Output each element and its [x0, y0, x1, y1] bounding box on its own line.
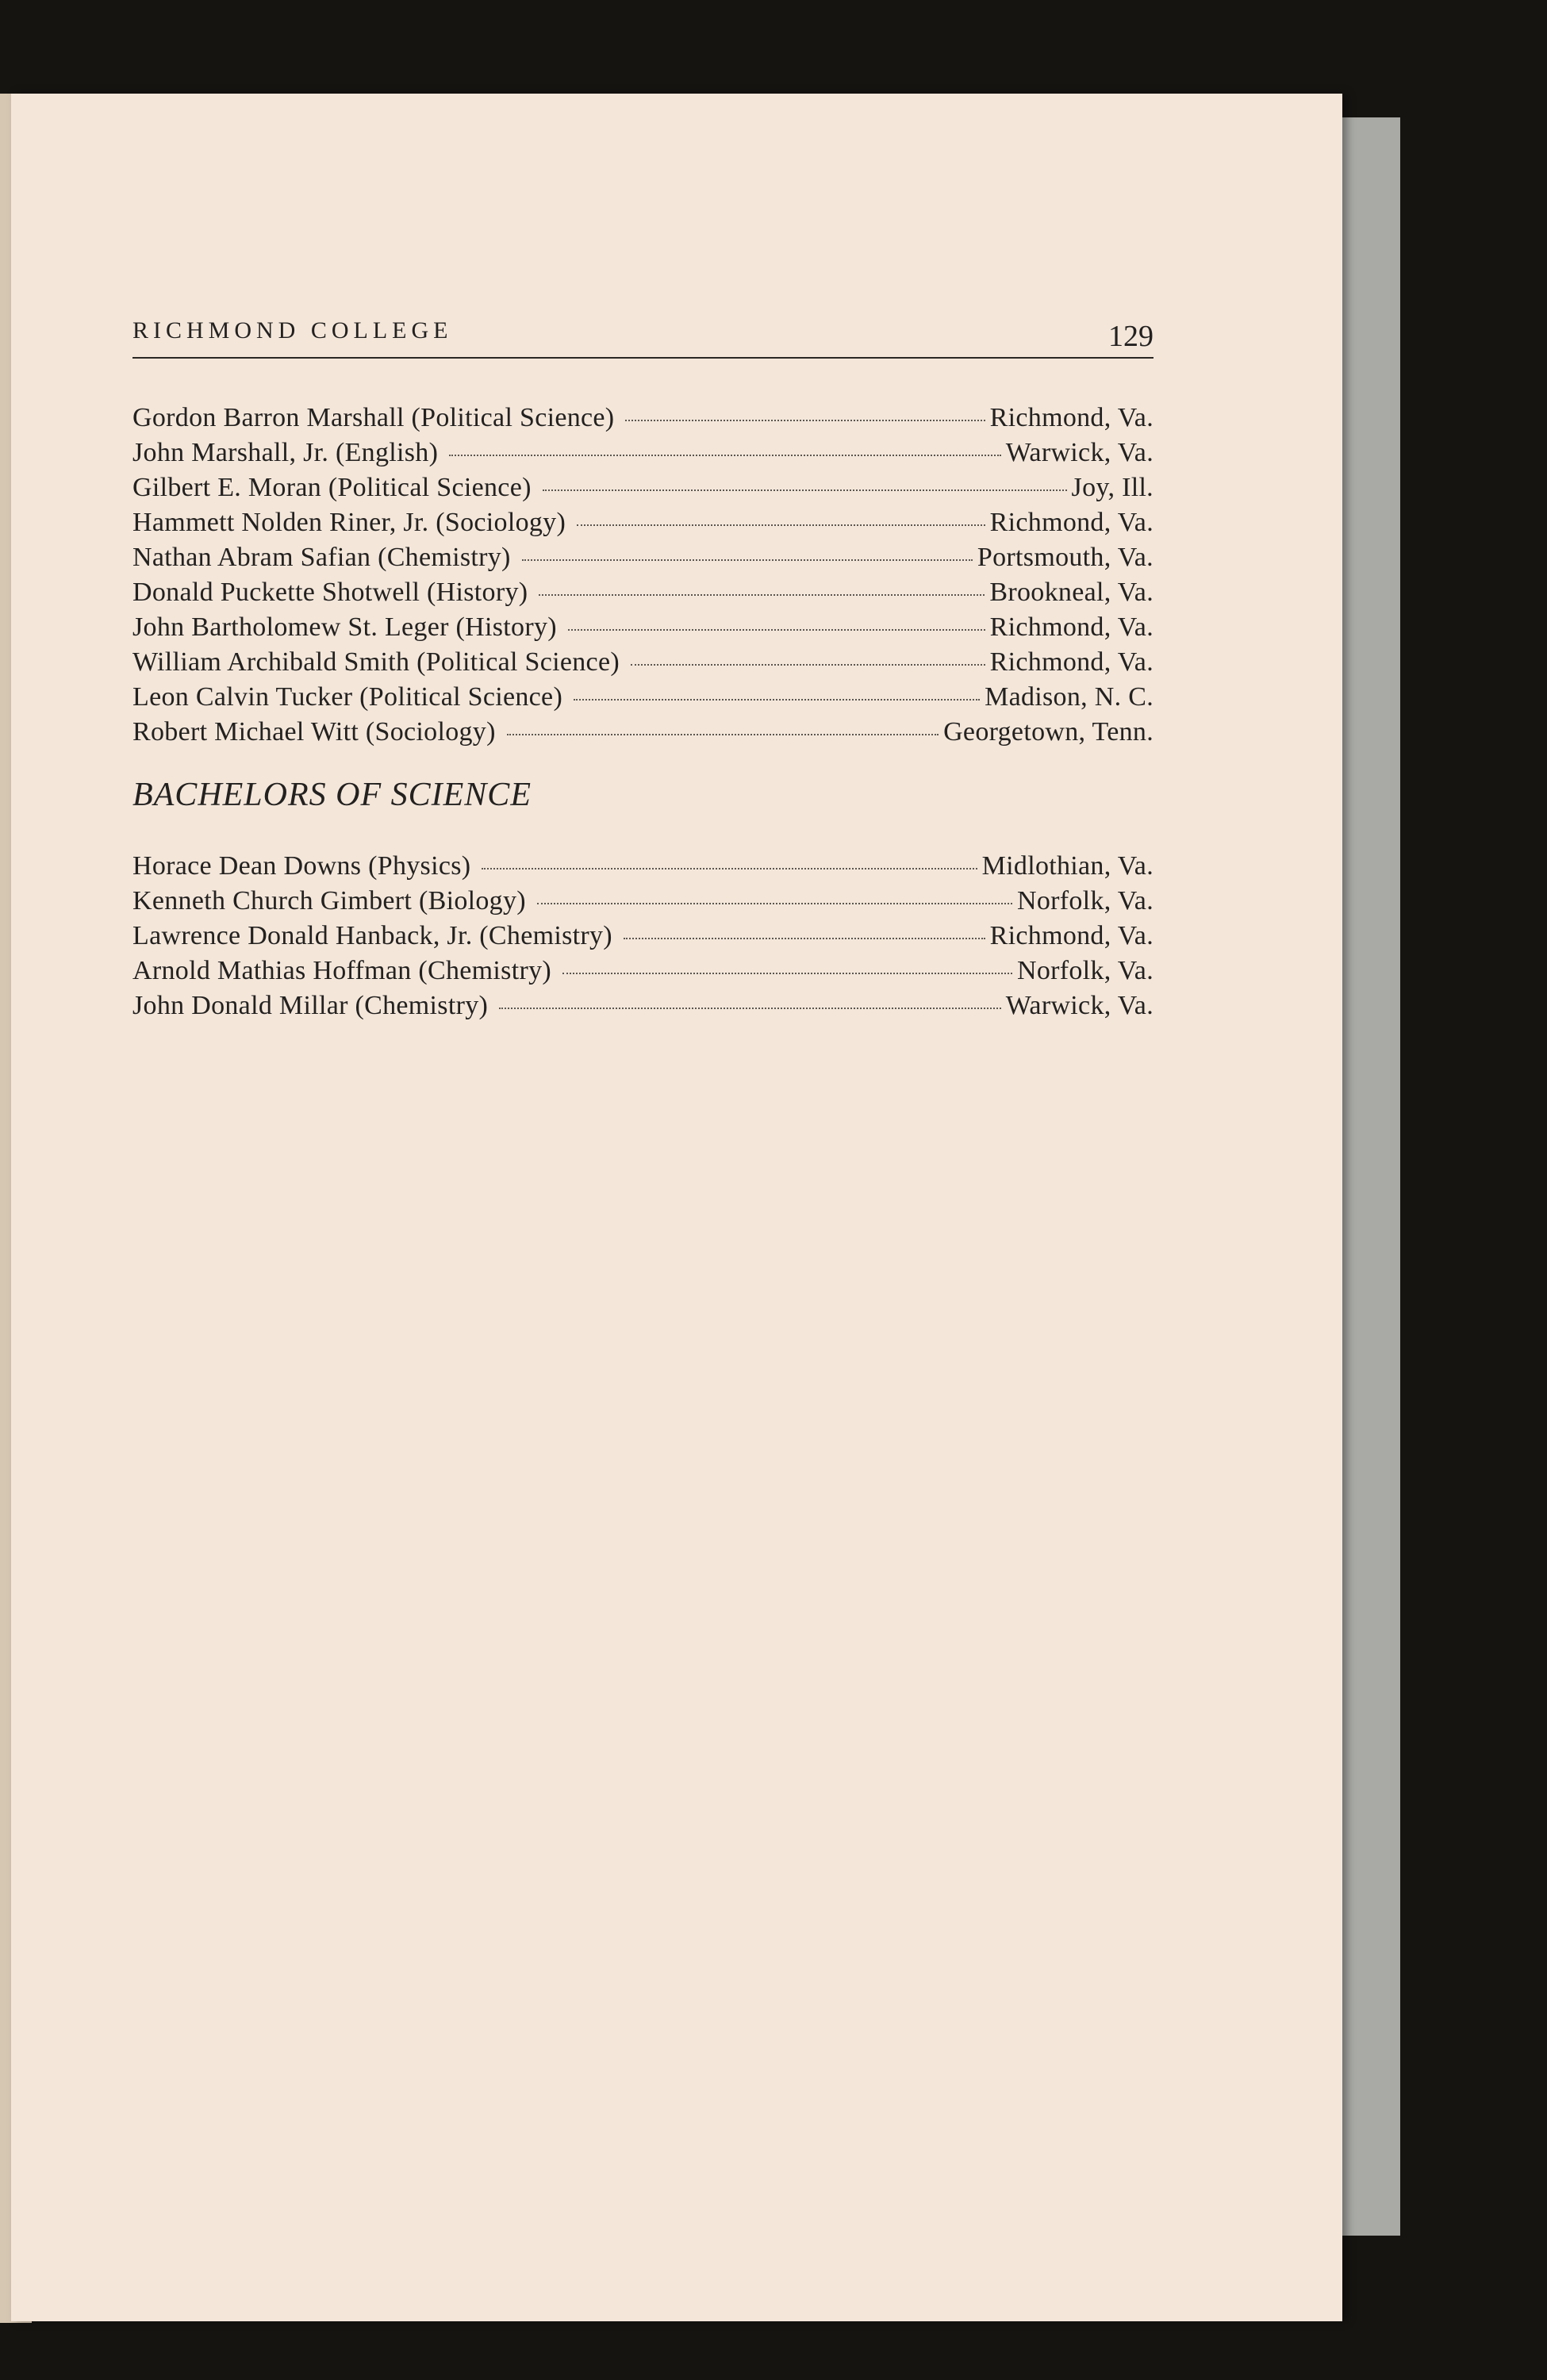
section-heading: BACHELORS OF SCIENCE	[132, 777, 532, 813]
list-item	[132, 540, 1154, 575]
dot-leader	[539, 594, 985, 596]
dot-leader	[499, 1008, 1001, 1009]
dot-leader	[577, 524, 985, 526]
list-item	[132, 849, 1154, 884]
graduate-hometown: Warwick, Va.	[1005, 991, 1154, 1020]
list-item	[132, 575, 1154, 610]
graduate-hometown: Richmond, Va.	[989, 647, 1154, 677]
graduate-name: Gordon Barron Marshall (Political Science)	[132, 403, 615, 432]
header-rule	[132, 357, 1154, 359]
list-item	[132, 884, 1154, 919]
list-item	[132, 680, 1154, 715]
graduate-hometown: Richmond, Va.	[989, 403, 1154, 432]
dot-leader	[482, 868, 977, 869]
running-head	[132, 303, 1154, 359]
graduate-hometown: Richmond, Va.	[989, 612, 1154, 642]
dot-leader	[537, 903, 1012, 904]
running-head-title: RICHMOND COLLEGE	[132, 317, 453, 344]
graduate-hometown: Norfolk, Va.	[1016, 886, 1154, 916]
graduate-hometown: Georgetown, Tenn.	[943, 717, 1154, 747]
graduate-name: Hammett Nolden Riner, Jr. (Sociology)	[132, 508, 566, 537]
graduate-name: Kenneth Church Gimbert (Biology)	[132, 886, 526, 916]
graduate-list-science	[132, 849, 1154, 1023]
graduate-name: Arnold Mathias Hoffman (Chemistry)	[132, 956, 551, 985]
graduate-hometown: Joy, Ill.	[1071, 473, 1154, 502]
list-item	[132, 645, 1154, 680]
list-item	[132, 505, 1154, 540]
list-item	[132, 401, 1154, 436]
dot-leader	[574, 699, 980, 701]
dot-leader	[631, 664, 985, 666]
list-item	[132, 470, 1154, 505]
dot-leader	[624, 938, 985, 939]
graduate-hometown: Brookneal, Va.	[989, 578, 1154, 607]
dot-leader	[507, 734, 939, 735]
graduate-name: John Bartholomew St. Leger (History)	[132, 612, 557, 642]
graduate-hometown: Norfolk, Va.	[1016, 956, 1154, 985]
dot-leader	[449, 455, 1001, 456]
list-item	[132, 436, 1154, 470]
graduate-name: Robert Michael Witt (Sociology)	[132, 717, 496, 747]
graduate-hometown: Warwick, Va.	[1005, 438, 1154, 467]
graduate-name: Nathan Abram Safian (Chemistry)	[132, 543, 511, 572]
graduate-name: John Donald Millar (Chemistry)	[132, 991, 489, 1020]
dot-leader	[522, 559, 973, 561]
dot-leader	[562, 973, 1012, 974]
graduate-list-arts	[132, 401, 1154, 750]
graduate-hometown: Richmond, Va.	[989, 921, 1154, 950]
page-number: 129	[1108, 320, 1154, 353]
list-item	[132, 919, 1154, 954]
graduate-name: William Archibald Smith (Political Science)	[132, 647, 620, 677]
graduate-hometown: Madison, N. C.	[985, 682, 1154, 712]
graduate-hometown: Portsmouth, Va.	[977, 543, 1154, 572]
list-item	[132, 954, 1154, 988]
graduate-hometown: Midlothian, Va.	[981, 851, 1154, 881]
graduate-hometown: Richmond, Va.	[989, 508, 1154, 537]
list-item	[132, 715, 1154, 750]
graduate-name: Horace Dean Downs (Physics)	[132, 851, 471, 881]
dot-leader	[568, 629, 985, 631]
book-page	[11, 94, 1342, 2321]
dot-leader	[625, 420, 985, 421]
graduate-name: Donald Puckette Shotwell (History)	[132, 578, 528, 607]
graduate-name: Gilbert E. Moran (Political Science)	[132, 473, 532, 502]
list-item	[132, 610, 1154, 645]
list-item	[132, 988, 1154, 1023]
dot-leader	[543, 489, 1067, 491]
graduate-name: John Marshall, Jr. (English)	[132, 438, 439, 467]
graduate-name: Leon Calvin Tucker (Political Science)	[132, 682, 563, 712]
graduate-name: Lawrence Donald Hanback, Jr. (Chemistry)	[132, 921, 612, 950]
